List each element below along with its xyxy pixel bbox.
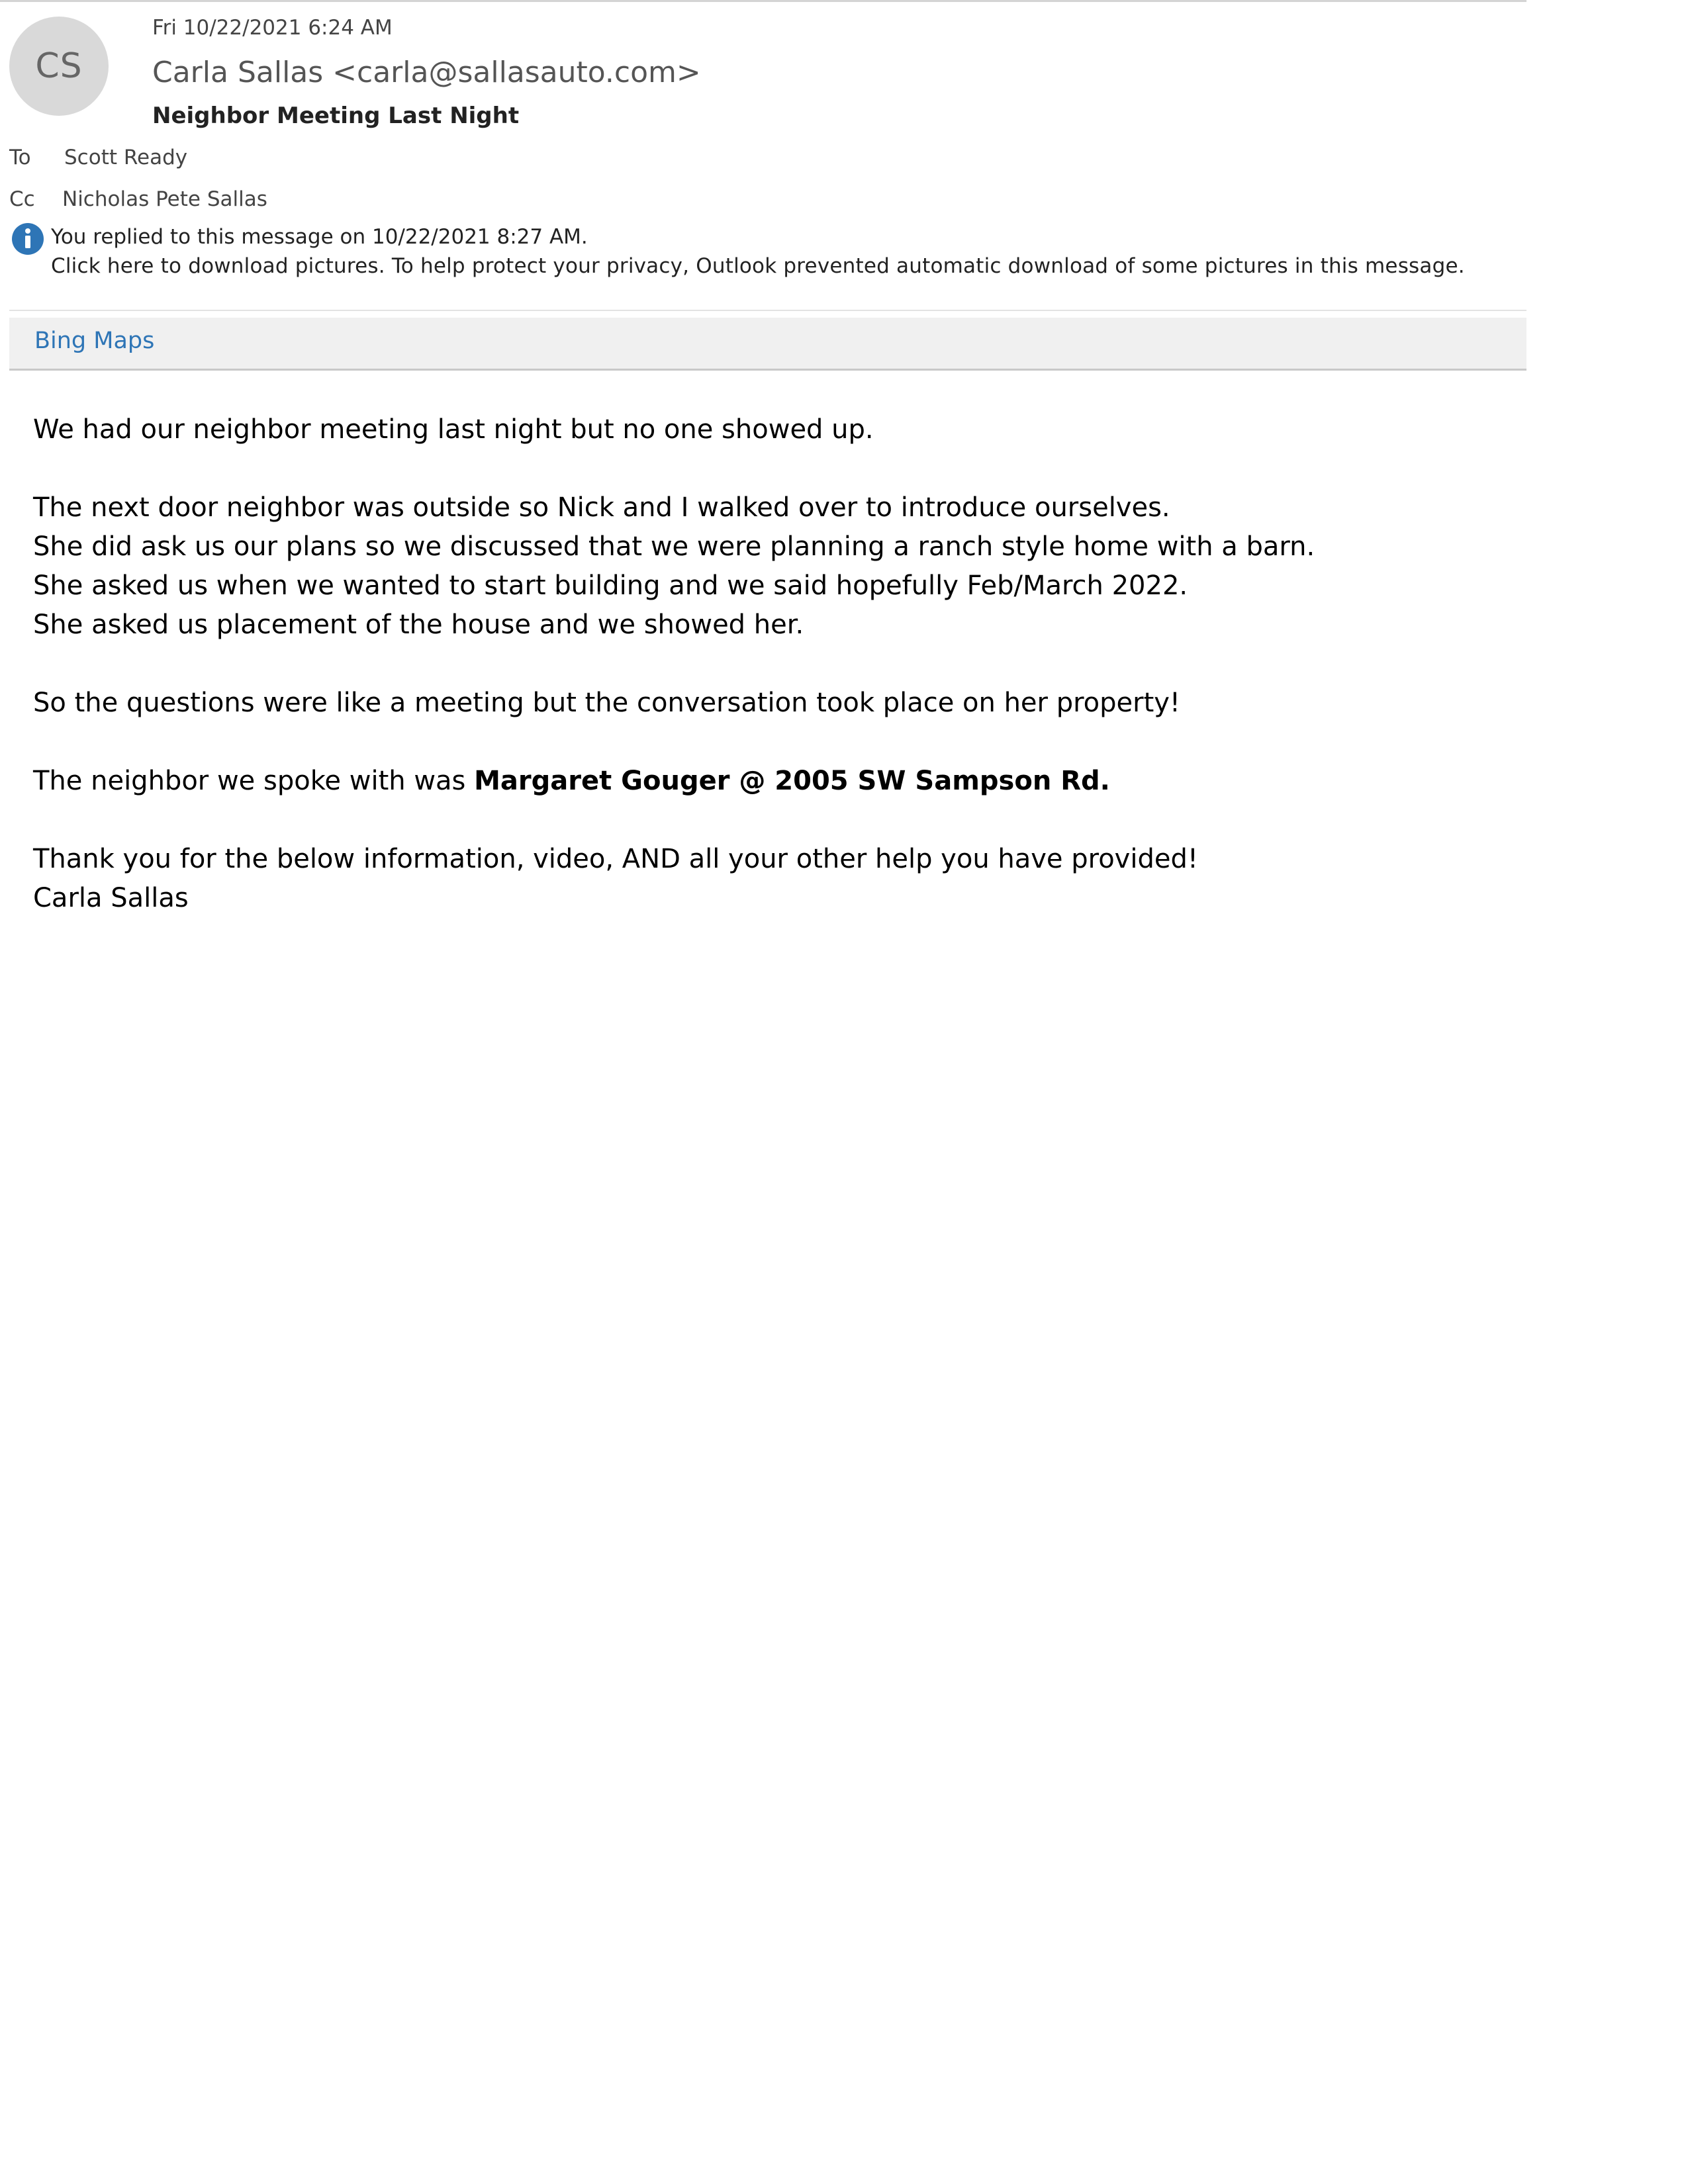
body-line: She did ask us our plans so we discussed that we were planning a ranch style home with a barn. [33, 531, 1315, 562]
body-line: She asked us when we wanted to start building and we said hopefully Feb/March 2022. [33, 570, 1188, 601]
paragraph-gap [33, 449, 1516, 488]
body-line: We had our neighbor meeting last night but no one showed up. [33, 414, 874, 445]
replied-notice: You replied to this message on 10/22/2021 8:27 AM. [51, 225, 588, 249]
signature: Carla Sallas [33, 883, 189, 913]
sender-name[interactable]: Carla Sallas <carla@sallasauto.com> [152, 56, 701, 89]
body-line: The next door neighbor was outside so Nick and I walked over to introduce ourselves. [33, 492, 1170, 523]
bing-maps-link[interactable]: Bing Maps [34, 328, 155, 354]
cc-label: Cc [9, 187, 35, 211]
avatar-initials: CS [35, 46, 83, 86]
body-line: Thank you for the below information, video, AND all your other help you have provided! [33, 844, 1198, 874]
paragraph-gap [33, 723, 1516, 762]
paragraph-gap [33, 645, 1516, 684]
to-recipient[interactable]: Scott Ready [64, 146, 188, 169]
top-divider [0, 0, 1526, 2]
neighbor-intro-text: The neighbor we spoke with was [33, 766, 475, 796]
message-body [33, 410, 1516, 918]
info-icon [11, 222, 44, 255]
body-line [33, 762, 1516, 801]
addin-bar [9, 318, 1526, 371]
cc-recipient[interactable]: Nicholas Pete Sallas [62, 187, 267, 211]
header-divider [9, 310, 1526, 311]
to-label: To [9, 146, 31, 169]
download-pictures-link[interactable]: Click here to download pictures. To help protect your privacy, Outlook prevented automatic download of some pictures in this message. [51, 254, 1465, 278]
sent-date: Fri 10/22/2021 6:24 AM [152, 16, 393, 40]
avatar[interactable] [9, 17, 109, 116]
subject: Neighbor Meeting Last Night [152, 103, 520, 129]
body-line: So the questions were like a meeting but the conversation took place on her property! [33, 688, 1180, 718]
body-line: She asked us placement of the house and we showed her. [33, 610, 804, 640]
neighbor-name-address: Margaret Gouger @ 2005 SW Sampson Rd. [474, 766, 1110, 796]
paragraph-gap [33, 801, 1516, 840]
